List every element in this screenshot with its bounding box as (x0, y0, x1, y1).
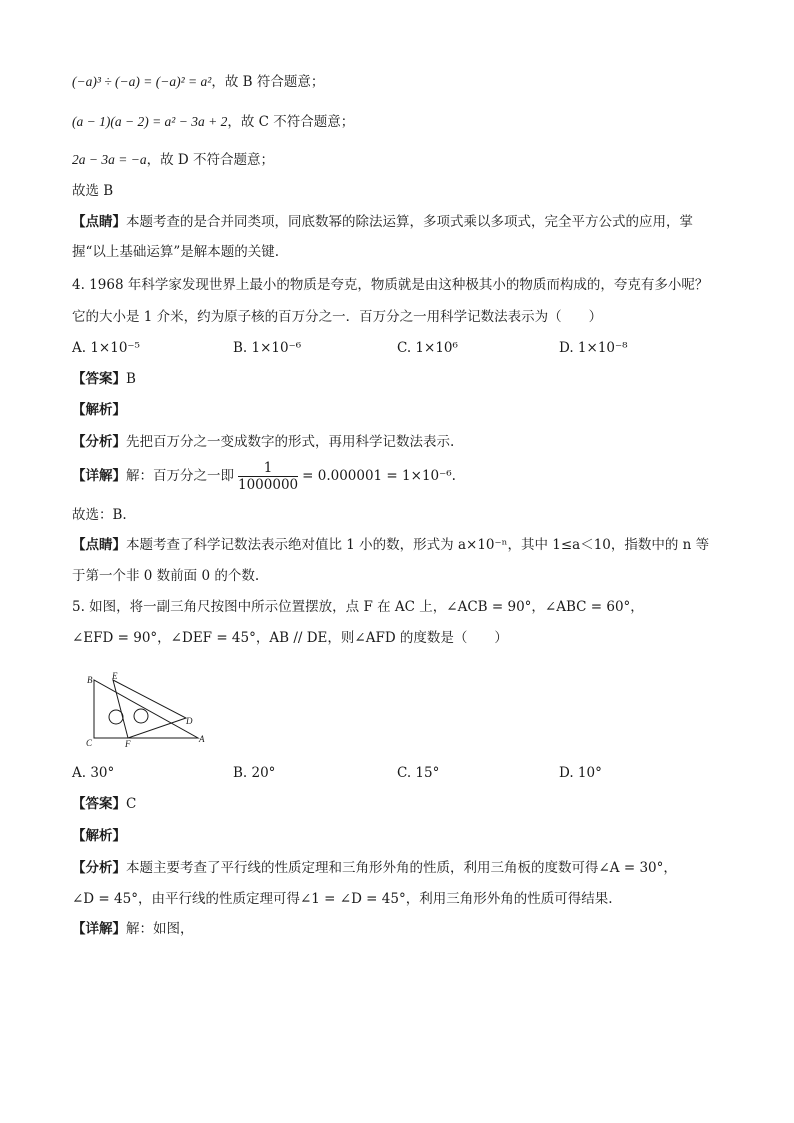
label-b: B (87, 675, 93, 685)
answer-tag: 【答案】 (72, 371, 126, 387)
q4-note-line-1 (72, 535, 709, 555)
q5-fenxi-line-2: ∠D = 45°，由平行线的性质定理可得∠1 = ∠D = 45°，利用三角形外角的性质可得结果. (72, 891, 613, 907)
math-expression: 2a − 3a = −a (72, 152, 147, 167)
q5-analysis-tag: 【解析】 (72, 828, 126, 844)
label-a: A (199, 734, 205, 744)
ruler-hole-2 (134, 709, 148, 723)
q4-stem-line-1: 4. 1968 年科学家发现世界上最小的物质是夸克，物质就是由这种极其小的物质而构成的，夸克有多小呢？ (72, 277, 709, 293)
triangle-abc (94, 680, 198, 738)
fenxi-tag: 【分析】 (72, 860, 126, 876)
q5-option-a: A. 30° (72, 765, 115, 781)
q4-option-c: C. 1×10⁶ (397, 340, 458, 356)
q4-detail (72, 458, 456, 494)
q5-fenxi-line-1 (72, 858, 677, 878)
solution-line-d (72, 150, 274, 170)
triangle-rulers-figure (82, 670, 212, 750)
answer-tag: 【答案】 (72, 796, 126, 812)
note-text: 本题考查的是合并同类项，同底数幂的除法运算，多项式乘以多项式，完全平方公式的应用，掌 (126, 214, 693, 230)
math-expression: (a − 1)(a − 2) = a² − 3a + 2 (72, 114, 228, 129)
label-d: D (186, 716, 193, 726)
q5-stem-line-2: ∠EFD = 90°，∠DEF = 45°，AB // DE，则∠AFD 的度数是（ ） (72, 630, 508, 646)
fraction (238, 460, 298, 493)
label-f: F (125, 739, 131, 749)
fenxi-tag: 【分析】 (72, 434, 126, 450)
math-expression: (−a)³ ÷ (−a) = (−a)² = a² (72, 74, 212, 89)
answer-value: C (126, 796, 137, 812)
q4-analysis-tag: 【解析】 (72, 402, 126, 418)
q4-stem-line-2: 它的大小是 1 介米，约为原子核的百万分之一．百万分之一用科学记数法表示为（ ） (72, 309, 603, 325)
q4-option-b: B. 1×10⁻⁶ (233, 340, 302, 356)
note-tag: 【点睛】 (72, 214, 126, 230)
fraction-denominator: 1000000 (238, 477, 299, 493)
q5-option-c: C. 15° (397, 765, 440, 781)
q5-stem-line-1: 5. 如图，将一副三角尺按图中所示位置摆放，点 F 在 AC 上，∠ACB = 90°，∠ABC = 60°， (72, 599, 644, 615)
q4-choose: 故选：B. (72, 507, 127, 523)
note-line-2: 握“以上基础运算”是解本题的关键. (72, 244, 280, 260)
detail-result: = 0.000001 = 1×10⁻⁶. (302, 468, 456, 484)
solution-line-c (72, 112, 354, 132)
label-e: E (112, 671, 118, 681)
ruler-hole-1 (109, 710, 123, 724)
detail-text: 解：百万分之一即 (126, 468, 234, 484)
note-tag: 【点睛】 (72, 537, 126, 553)
answer-value: B (126, 371, 136, 387)
q4-option-a: A. 1×10⁻⁵ (72, 340, 140, 356)
choose-line: 故选 B (72, 183, 114, 199)
q5-answer (72, 794, 136, 814)
detail-text: 解：如图， (126, 921, 194, 937)
q4-option-d: D. 1×10⁻⁸ (559, 340, 628, 356)
line-text: ，故 B 符合题意； (211, 74, 325, 90)
q4-fenxi (72, 432, 454, 452)
note-line-1 (72, 212, 693, 232)
triangle-efd (113, 680, 186, 738)
line-text: ，故 C 不符合题意； (227, 114, 355, 130)
label-c: C (86, 738, 93, 748)
q5-option-b: B. 20° (233, 765, 276, 781)
note-text: 本题考查了科学记数法表示绝对值比 1 小的数，形式为 a×10⁻ⁿ，其中 1≤a＜10，指数中的 n 等 (126, 537, 710, 553)
detail-tag: 【详解】 (72, 921, 126, 937)
fraction-numerator: 1 (238, 460, 298, 477)
detail-tag: 【详解】 (72, 468, 126, 484)
q5-detail (72, 919, 194, 939)
line-text: ，故 D 不符合题意； (146, 152, 274, 168)
solution-line-b (72, 72, 324, 92)
q5-option-d: D. 10° (559, 765, 602, 781)
q4-note-line-2: 于第一个非 0 数前面 0 的个数. (72, 568, 260, 584)
q4-answer (72, 369, 136, 389)
fenxi-text: 本题主要考查了平行线的性质定理和三角形外角的性质，利用三角板的度数可得∠A = 30°， (126, 860, 677, 876)
fenxi-text: 先把百万分之一变成数字的形式，再用科学记数法表示. (126, 434, 455, 450)
